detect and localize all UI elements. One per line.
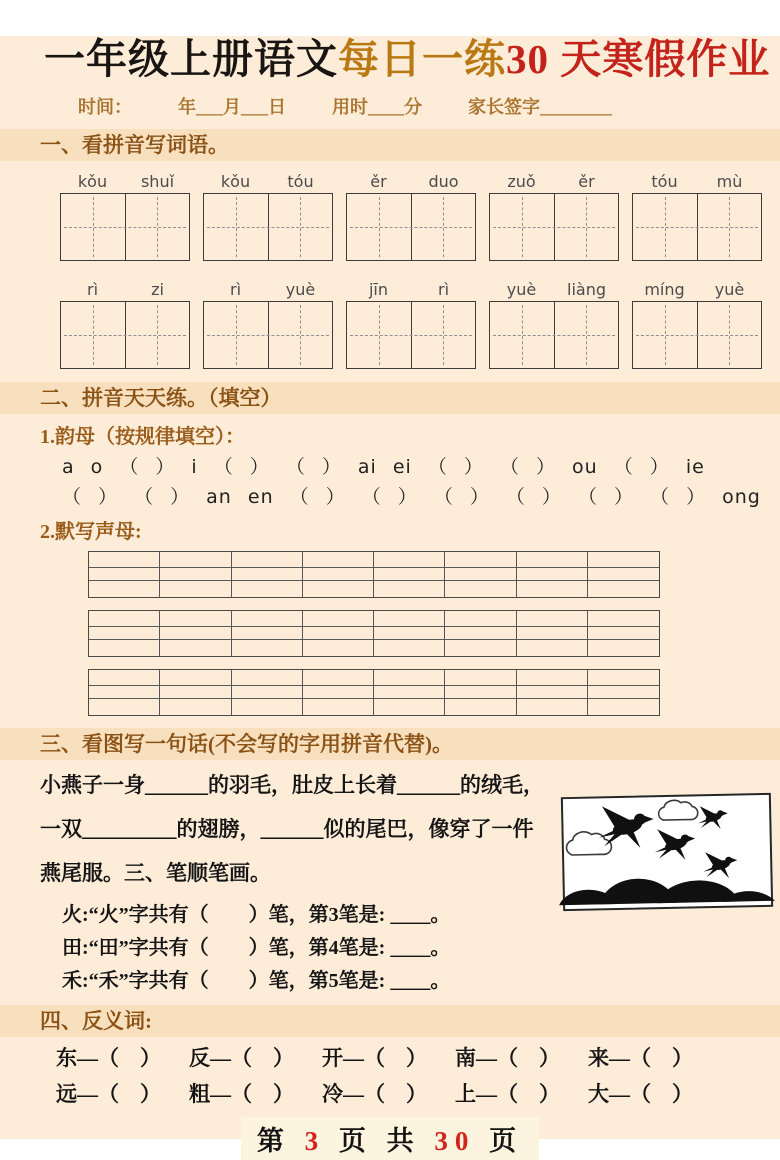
pinyin-label: rì <box>86 280 99 300</box>
stroke-line-tian: 田:“田”字共有（ ）笔，第4笔是: ____。 <box>62 937 451 960</box>
pinyin-label: duo <box>428 172 459 192</box>
current-page-number: 3 <box>304 1126 326 1157</box>
four-line-grid-cell <box>374 581 445 597</box>
section4-heading: 四、反义词: <box>0 1005 780 1037</box>
hills <box>559 876 775 905</box>
vowel-line-2: （ ） （ ） an en （ ） （ ） （ ） （ ） （ ） （ ） ong <box>62 486 761 509</box>
tianzige-cell <box>347 302 411 368</box>
sentence-line-1: 小燕子一身______的羽毛，肚皮上长着______的绒毛， <box>40 773 544 798</box>
pinyin-labels <box>632 275 762 299</box>
tianzige-cell <box>633 194 697 260</box>
pinyin-label: yuè <box>506 280 537 300</box>
character-writing-cells <box>203 193 333 261</box>
tianzige-cell <box>697 194 762 260</box>
four-line-grid-cell <box>445 627 516 640</box>
character-writing-cells <box>346 193 476 261</box>
tianzige-cell <box>411 302 476 368</box>
tianzige-cell <box>61 302 125 368</box>
page-title <box>44 36 780 83</box>
four-line-grid-cell <box>374 627 445 640</box>
word-block <box>346 167 476 261</box>
word-block <box>203 167 333 261</box>
four-line-grid-cell <box>232 640 303 656</box>
four-line-grid-cell <box>588 552 659 568</box>
four-line-grid-cell <box>517 670 588 686</box>
initials-sub-label: 2.默写声母: <box>40 521 142 544</box>
pinyin-label: ěr <box>370 172 387 192</box>
four-line-grid-cell <box>517 552 588 568</box>
four-line-grid-cell <box>89 686 160 699</box>
word-block <box>489 167 619 261</box>
tianzige-cell <box>268 194 333 260</box>
tianzige-cell <box>633 302 697 368</box>
pinyin-label: shuǐ <box>140 172 175 192</box>
footer-text: 第 <box>256 1126 291 1157</box>
four-line-grid-cell <box>588 670 659 686</box>
four-line-grid-cell <box>588 627 659 640</box>
four-line-grid-cell <box>517 568 588 581</box>
four-line-grid-cell <box>232 699 303 715</box>
antonym-item: 远—（ ） <box>56 1082 161 1107</box>
vowel-line-1: a o （ ） i （ ） （ ） ai ei （ ） （ ） ou （ ） ie <box>62 456 705 479</box>
antonym-item: 大—（ ） <box>588 1082 693 1107</box>
four-line-grid-cell <box>160 670 231 686</box>
four-line-grid-cell <box>232 627 303 640</box>
antonym-item: 上—（ ） <box>455 1082 560 1107</box>
character-writing-cells <box>632 193 762 261</box>
time-label: 时间： <box>78 97 132 118</box>
pinyin-label: jīn <box>368 280 389 300</box>
pinyin-labels <box>203 275 333 299</box>
word-block <box>60 275 190 369</box>
antonym-row-2 <box>56 1080 780 1109</box>
initials-writing-grids <box>0 551 780 716</box>
antonym-item: 来—（ ） <box>588 1046 693 1071</box>
four-line-grid-cell <box>374 670 445 686</box>
four-line-grid-cell <box>303 568 374 581</box>
tianzige-cell <box>554 302 619 368</box>
antonym-row-1 <box>56 1044 780 1073</box>
four-line-grid-cell <box>232 611 303 627</box>
character-writing-cells <box>346 301 476 369</box>
four-line-grid-cell <box>160 627 231 640</box>
pinyin-word-grids <box>0 167 780 369</box>
info-row <box>78 93 780 119</box>
four-line-grid-cell <box>232 552 303 568</box>
four-line-grid-cell <box>517 611 588 627</box>
title-daily-part: 每日一练 <box>338 36 506 82</box>
pinyin-labels <box>632 167 762 191</box>
character-writing-cells <box>489 301 619 369</box>
character-writing-cells <box>632 301 762 369</box>
four-line-grid-cell <box>588 699 659 715</box>
four-line-grid-cell <box>160 699 231 715</box>
four-line-grid-cell <box>232 568 303 581</box>
title-homework-part: 30 天寒假作业 <box>506 36 771 82</box>
four-line-grid-cell <box>445 552 516 568</box>
four-line-grid-cell <box>445 640 516 656</box>
four-line-grid-cell <box>374 640 445 656</box>
section3-heading: 三、看图写一句话(不会写的字用拼音代替)。 <box>0 728 780 760</box>
four-line-grid-cell <box>374 568 445 581</box>
antonym-item: 反—（ ） <box>189 1046 294 1071</box>
stroke-line-he: 禾:“禾”字共有（ ）笔，第5笔是: ____。 <box>62 970 451 993</box>
four-line-grid-cell <box>374 699 445 715</box>
page-number-indicator <box>241 1117 539 1160</box>
duration-blank: 用时____分 <box>332 97 422 118</box>
word-block <box>60 167 190 261</box>
word-block <box>346 275 476 369</box>
character-writing-cells <box>60 301 190 369</box>
four-line-grid-cell <box>160 552 231 568</box>
four-line-grid-cell <box>374 611 445 627</box>
four-line-grid-cell <box>303 552 374 568</box>
four-line-grid-cell <box>303 611 374 627</box>
four-line-grid-cell <box>232 670 303 686</box>
cloud-top <box>658 800 698 820</box>
four-line-grid-cell <box>445 568 516 581</box>
pinyin-label: yuè <box>285 280 316 300</box>
four-line-grid-cell <box>517 627 588 640</box>
four-line-grid-cell <box>374 686 445 699</box>
four-line-grid-cell <box>160 581 231 597</box>
signature-blank: 家长签字________ <box>468 97 612 118</box>
antonym-item: 开—（ ） <box>322 1046 427 1071</box>
pinyin-labels <box>60 167 190 191</box>
four-line-grid-cell <box>160 568 231 581</box>
four-line-grid-cell <box>517 581 588 597</box>
character-writing-cells <box>203 301 333 369</box>
word-block <box>203 275 333 369</box>
total-page-number: 30 <box>434 1126 476 1157</box>
four-line-grid-cell <box>303 640 374 656</box>
four-line-grid-cell <box>89 699 160 715</box>
tianzige-cell <box>411 194 476 260</box>
four-line-grid-cell <box>89 670 160 686</box>
antonym-item: 粗—（ ） <box>189 1082 294 1107</box>
four-line-grid-cell <box>445 581 516 597</box>
pinyin-label: zuǒ <box>507 172 536 192</box>
page-footer <box>0 1117 780 1160</box>
sentence-line-2: 一双_________的翅膀，______似的尾巴，像穿了一件 <box>40 817 534 842</box>
antonym-item: 南—（ ） <box>455 1046 560 1071</box>
four-line-grid-cell <box>89 627 160 640</box>
tianzige-cell <box>490 194 554 260</box>
date-blank: 年___月___日 <box>178 97 286 118</box>
pinyin-label: mù <box>716 172 743 192</box>
tianzige-cell <box>125 194 190 260</box>
pinyin-label: zi <box>151 280 164 300</box>
four-line-grid-cell <box>588 640 659 656</box>
swallow-medium <box>654 829 695 861</box>
pinyin-label: míng <box>644 280 685 300</box>
tianzige-cell <box>204 302 268 368</box>
four-line-grid <box>88 551 660 598</box>
pinyin-labels <box>489 167 619 191</box>
word-block <box>632 167 762 261</box>
four-line-grid-cell <box>374 552 445 568</box>
title-grade-part: 一年级上册语文 <box>44 36 338 82</box>
four-line-grid-cell <box>160 611 231 627</box>
pinyin-grid-row <box>0 167 780 261</box>
four-line-grid-cell <box>89 640 160 656</box>
four-line-grid-cell <box>160 640 231 656</box>
swallow-small-top <box>698 806 728 830</box>
four-line-grid-cell <box>89 581 160 597</box>
four-line-grid <box>88 669 660 716</box>
four-line-grid-cell <box>89 611 160 627</box>
pinyin-labels <box>203 167 333 191</box>
four-line-grid-cell <box>588 581 659 597</box>
section2-heading: 二、拼音天天练。（填空） <box>0 382 780 414</box>
four-line-grid-cell <box>445 670 516 686</box>
four-line-grid-cell <box>303 581 374 597</box>
four-line-grid-cell <box>517 686 588 699</box>
four-line-grid-cell <box>445 611 516 627</box>
character-writing-cells <box>489 193 619 261</box>
vowel-sub-label: 1.韵母（按规律填空）： <box>40 426 245 449</box>
tianzige-cell <box>268 302 333 368</box>
four-line-grid-cell <box>89 552 160 568</box>
section3-body <box>0 769 780 999</box>
pinyin-label: ěr <box>578 172 595 192</box>
footer-text: 页 <box>489 1126 524 1157</box>
pinyin-label: liàng <box>567 280 606 300</box>
antonym-item: 冷—（ ） <box>322 1082 427 1107</box>
four-line-grid-cell <box>232 581 303 597</box>
pinyin-labels <box>489 275 619 299</box>
four-line-grid-cell <box>303 670 374 686</box>
pinyin-label: yuè <box>714 280 745 300</box>
swallow-illustration <box>561 793 773 911</box>
tianzige-cell <box>125 302 190 368</box>
four-line-grid-cell <box>445 686 516 699</box>
pinyin-label: rì <box>229 280 242 300</box>
four-line-grid-cell <box>160 686 231 699</box>
word-block <box>489 275 619 369</box>
four-line-grid-cell <box>232 686 303 699</box>
four-line-grid-cell <box>588 611 659 627</box>
four-line-grid-cell <box>588 568 659 581</box>
tianzige-cell <box>204 194 268 260</box>
section1-heading: 一、看拼音写词语。 <box>0 129 780 161</box>
swallow-small-bottom <box>703 852 738 879</box>
antonym-item: 东—（ ） <box>56 1046 161 1071</box>
tianzige-cell <box>697 302 762 368</box>
pinyin-label: tóu <box>287 172 314 192</box>
four-line-grid-cell <box>303 627 374 640</box>
pinyin-label: rì <box>437 280 450 300</box>
four-line-grid-cell <box>588 686 659 699</box>
tianzige-cell <box>347 194 411 260</box>
four-line-grid-cell <box>303 686 374 699</box>
four-line-grid-cell <box>89 568 160 581</box>
four-line-grid-cell <box>445 699 516 715</box>
worksheet-page <box>0 36 780 1157</box>
word-block <box>632 275 762 369</box>
four-line-grid-cell <box>517 699 588 715</box>
pinyin-labels <box>346 167 476 191</box>
pinyin-label: kǒu <box>220 172 251 192</box>
footer-text: 页 共 <box>338 1126 421 1157</box>
tianzige-cell <box>61 194 125 260</box>
pinyin-labels <box>346 275 476 299</box>
sentence-line-3: 燕尾服。三、笔顺笔画。 <box>40 861 271 886</box>
tianzige-cell <box>554 194 619 260</box>
character-writing-cells <box>60 193 190 261</box>
four-line-grid <box>88 610 660 657</box>
four-line-grid-cell <box>303 699 374 715</box>
stroke-line-huo: 火:“火”字共有（ ）笔，第3笔是: ____。 <box>62 904 451 927</box>
pinyin-labels <box>60 275 190 299</box>
swallow-illustration-svg <box>563 795 767 905</box>
pinyin-grid-row <box>0 275 780 369</box>
tianzige-cell <box>490 302 554 368</box>
four-line-grid-cell <box>517 640 588 656</box>
pinyin-label: tóu <box>651 172 678 192</box>
pinyin-label: kǒu <box>77 172 108 192</box>
